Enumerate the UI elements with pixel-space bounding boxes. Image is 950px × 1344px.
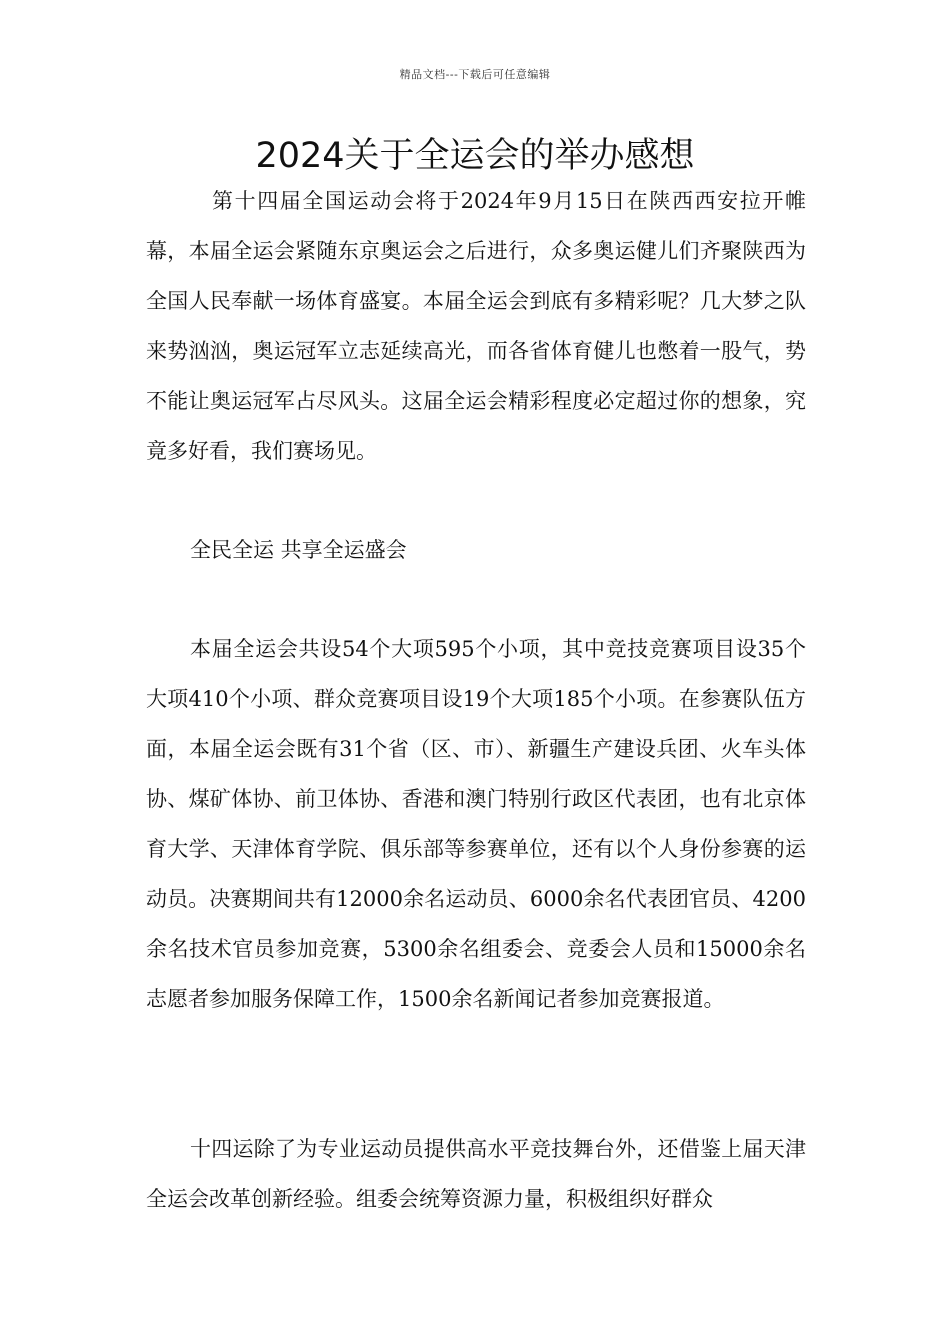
section-heading: 全民全运 共享全运盛会 xyxy=(190,538,407,562)
paragraph-events: 本届全运会共设54个大项595个小项，其中竞技竞赛项目设35个大项410个小项、群众竞赛项目设19个大项185个小项。在参赛队伍方面，本届全运会既有31个省（区、市）、新疆生产建设兵团、火车头体协、煤矿体协、前卫体协、香港和澳门特别行政区代表团，也有北京体育大学、天津体育学院、俱乐部等参赛单位，还有以个人身份参赛的运动员。决赛期间共有12000余名运动员、6000余名代表团官员、4200余名技术官员参加竞赛，5300余名组委会、竞委会人员和15000余名志愿者参加服务保障工作，1500余名新闻记者参加竞赛报道。 xyxy=(146,637,806,1011)
document-title: 2024关于全运会的举办感想 xyxy=(255,136,695,176)
paragraph-intro: 第十四届全国运动会将于2024年9月15日在陕西西安拉开帷幕，本届全运会紧随东京奥运会之后进行，众多奥运健儿们齐聚陕西为全国人民奉献一场体育盛宴。本届全运会到底有多精彩呢？几大梦之队来势汹汹，奥运冠军立志延续高光，而各省体育健儿也憋着一股气，势不能让奥运冠军占尽风头。这届全运会精彩程度必定超过你的想象，究竟多好看，我们赛场见。 xyxy=(146,189,806,463)
paragraph-public: 十四运除了为专业运动员提供高水平竞技舞台外，还借鉴上届天津全运会改革创新经验。组委会统筹资源力量，积极组织好群众 xyxy=(146,1137,806,1211)
page-header-note: 精品文档---下载后可任意编辑 xyxy=(399,68,551,81)
